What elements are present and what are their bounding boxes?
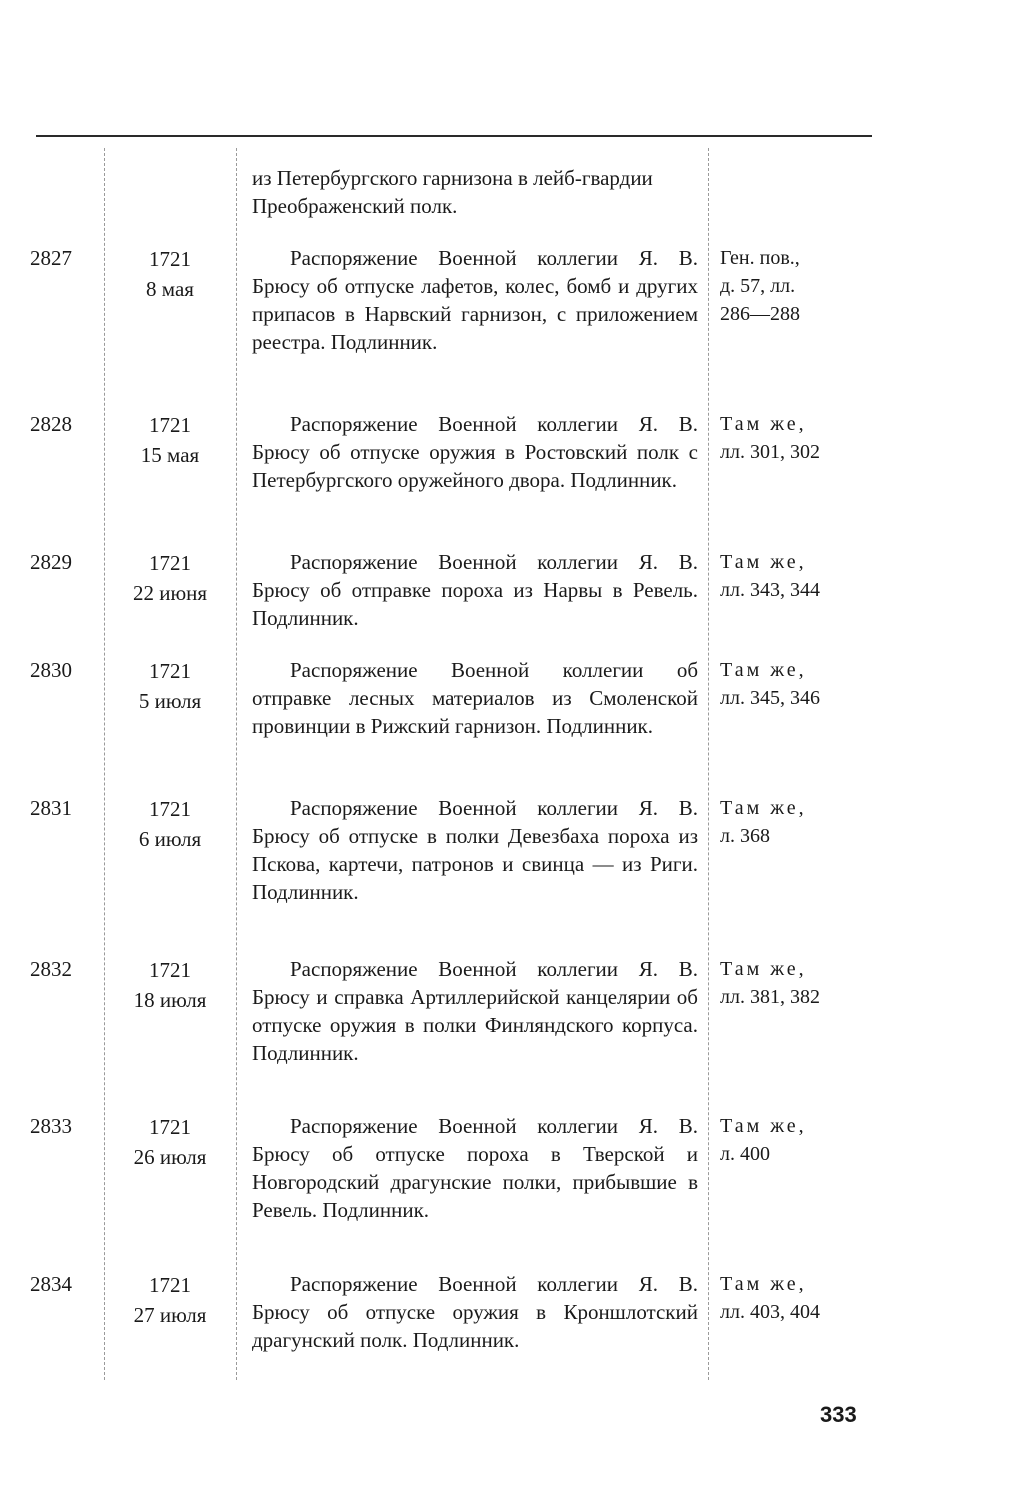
page-number: 333 bbox=[820, 1402, 857, 1427]
reference-line: лл. 381, 382 bbox=[720, 986, 820, 1008]
entry-number: 2828 bbox=[30, 412, 72, 436]
reference-line: Там же, bbox=[720, 413, 807, 435]
column-divider bbox=[708, 148, 709, 1380]
entry-year: 1721 bbox=[149, 247, 191, 271]
entry-number: 2834 bbox=[30, 1272, 72, 1296]
entry-date bbox=[110, 1270, 230, 1330]
entry-day: 5 июля bbox=[138, 689, 202, 713]
reference-line: Там же, bbox=[720, 797, 807, 819]
entry-day: 22 июня bbox=[132, 581, 208, 605]
reference-line: Там же, bbox=[720, 1115, 807, 1137]
entry-reference bbox=[720, 1112, 880, 1168]
entry-year: 1721 bbox=[149, 958, 191, 982]
entry-reference bbox=[720, 955, 880, 1011]
column-divider bbox=[104, 148, 105, 1380]
entry-reference bbox=[720, 548, 880, 604]
entry-date bbox=[110, 410, 230, 470]
entry-reference bbox=[720, 656, 880, 712]
entry-date bbox=[110, 955, 230, 1015]
reference-line: л. 400 bbox=[720, 1143, 770, 1165]
entry-day: 26 июля bbox=[133, 1145, 207, 1169]
entry-number: 2829 bbox=[30, 550, 72, 574]
entry-day: 18 июля bbox=[133, 988, 207, 1012]
reference-line: лл. 343, 344 bbox=[720, 579, 820, 601]
entry-year: 1721 bbox=[149, 659, 191, 683]
reference-line: Ген. пов., bbox=[720, 247, 800, 269]
reference-line: Там же, bbox=[720, 958, 807, 980]
entry-description: Распоряжение Военной коллегии Я. В. Брюсу об отпуске пороха в Тверской и Новгородский драгунские полки, прибывшие в Ревель. Подлинник. bbox=[252, 1114, 698, 1222]
reference-line: 286—288 bbox=[720, 303, 800, 325]
entry-description: Распоряжение Военной коллегии Я. В. Брюсу об отпуске в полки Девезбаха пороха из Пскова, картечи, патронов и свинца — из Риги. Подлинник. bbox=[252, 796, 698, 904]
entry-date bbox=[110, 244, 230, 304]
entry-year: 1721 bbox=[149, 1273, 191, 1297]
entry-description: Распоряжение Военной коллегии об отправке лесных материалов из Смоленской провинции в Рижский гарнизон. Подлинник. bbox=[252, 658, 698, 738]
entry-description: Распоряжение Военной коллегии Я. В. Брюсу об отправке пороха из Нарвы в Ревель. Подлинник. bbox=[252, 550, 698, 630]
entry-date bbox=[110, 548, 230, 608]
entry-reference bbox=[720, 794, 880, 850]
entry-number: 2830 bbox=[30, 658, 72, 682]
entry-date bbox=[110, 656, 230, 716]
entry-number: 2833 bbox=[30, 1114, 72, 1138]
entry-day: 15 мая bbox=[140, 443, 200, 467]
reference-line: Там же, bbox=[720, 551, 807, 573]
entry-description: Распоряжение Военной коллегии Я. В. Брюсу и справка Артиллерийской канцелярии об отпуске оружия в полки Финляндского корпуса. Подлинник. bbox=[252, 957, 698, 1065]
entry-description: Распоряжение Военной коллегии Я. В. Брюсу об отпуске лафетов, колес, бомб и других припасов в Нарвский гарнизон, с приложением реестра. Подлинник. bbox=[252, 246, 698, 354]
reference-line: Там же, bbox=[720, 659, 807, 681]
reference-line: д. 57, лл. bbox=[720, 275, 796, 297]
continuation-text: из Петербургского гарнизона в лейб-гвардии Преображенский полк. bbox=[252, 166, 653, 218]
reference-line: лл. 345, 346 bbox=[720, 687, 820, 709]
entry-year: 1721 bbox=[149, 1115, 191, 1139]
entry-number: 2827 bbox=[30, 246, 72, 270]
reference-line: л. 368 bbox=[720, 825, 770, 847]
entry-year: 1721 bbox=[149, 551, 191, 575]
reference-line: лл. 301, 302 bbox=[720, 441, 820, 463]
entry-day: 27 июля bbox=[133, 1303, 207, 1327]
entry-number: 2832 bbox=[30, 957, 72, 981]
entry-reference bbox=[720, 244, 880, 328]
entry-description: Распоряжение Военной коллегии Я. В. Брюсу об отпуске оружия в Кроншлотский драгунский полк. Подлинник. bbox=[252, 1272, 698, 1352]
column-divider bbox=[236, 148, 237, 1380]
reference-line: Там же, bbox=[720, 1273, 807, 1295]
entry-day: 8 мая bbox=[146, 277, 194, 301]
reference-line: лл. 403, 404 bbox=[720, 1301, 820, 1323]
entry-year: 1721 bbox=[149, 797, 191, 821]
entry-description: Распоряжение Военной коллегии Я. В. Брюсу об отпуске оружия в Ростовский полк с Петербургского оружейного двора. Подлинник. bbox=[252, 412, 698, 492]
entry-reference bbox=[720, 410, 880, 466]
entry-date bbox=[110, 1112, 230, 1172]
entry-day: 6 июля bbox=[138, 827, 202, 851]
entry-number: 2831 bbox=[30, 796, 72, 820]
entry-date bbox=[110, 794, 230, 854]
header-rule bbox=[36, 135, 872, 137]
entry-reference bbox=[720, 1270, 880, 1326]
entry-year: 1721 bbox=[149, 413, 191, 437]
